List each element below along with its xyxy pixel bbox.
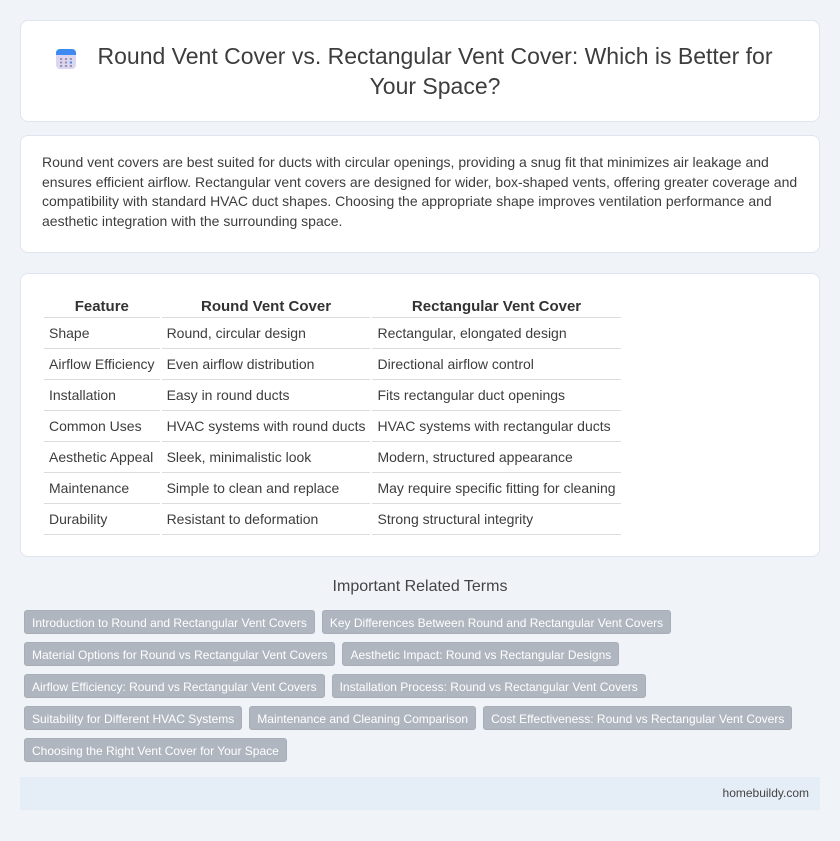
related-term-tag[interactable]: Installation Process: Round vs Rectangular Vent Covers xyxy=(332,674,646,698)
related-term-tag[interactable]: Aesthetic Impact: Round vs Rectangular Designs xyxy=(342,642,619,666)
related-term-tag[interactable]: Airflow Efficiency: Round vs Rectangular Vent Covers xyxy=(24,674,325,698)
column-header: Feature xyxy=(44,296,160,318)
table-header-row xyxy=(44,296,621,318)
table-row xyxy=(44,411,621,442)
table-cell: Resistant to deformation xyxy=(162,504,371,535)
table-cell: Installation xyxy=(44,380,160,411)
related-terms-title: Important Related Terms xyxy=(332,578,508,595)
table-cell: Shape xyxy=(44,318,160,349)
table-cell: Round, circular design xyxy=(162,318,371,349)
related-term-tag[interactable]: Choosing the Right Vent Cover for Your Space xyxy=(24,738,287,762)
calendar-icon xyxy=(55,48,77,70)
table-cell: Durability xyxy=(44,504,160,535)
table-cell: May require specific fitting for cleaning xyxy=(372,473,620,504)
table-cell: Sleek, minimalistic look xyxy=(162,442,371,473)
related-term-tag[interactable]: Cost Effectiveness: Round vs Rectangular Vent Covers xyxy=(483,706,792,730)
table-cell: Strong structural integrity xyxy=(372,504,620,535)
table-row xyxy=(44,380,621,411)
table-cell: Fits rectangular duct openings xyxy=(372,380,620,411)
comparison-table xyxy=(42,296,623,535)
table-row xyxy=(44,349,621,380)
table-cell: HVAC systems with round ducts xyxy=(162,411,371,442)
table-cell: Directional airflow control xyxy=(372,349,620,380)
table-cell: Aesthetic Appeal xyxy=(44,442,160,473)
related-term-tag[interactable]: Key Differences Between Round and Rectangular Vent Covers xyxy=(322,610,671,634)
table-cell: Airflow Efficiency xyxy=(44,349,160,380)
table-row xyxy=(44,473,621,504)
related-term-tag[interactable]: Material Options for Round vs Rectangular Vent Covers xyxy=(24,642,335,666)
footer-site-link[interactable]: homebuildy.com xyxy=(722,786,809,800)
table-row xyxy=(44,442,621,473)
table-cell: HVAC systems with rectangular ducts xyxy=(372,411,620,442)
related-term-tag[interactable]: Maintenance and Cleaning Comparison xyxy=(249,706,476,730)
related-term-tag[interactable]: Introduction to Round and Rectangular Vent Covers xyxy=(24,610,315,634)
table-cell: Easy in round ducts xyxy=(162,380,371,411)
title-card xyxy=(20,20,820,122)
table-cell: Even airflow distribution xyxy=(162,349,371,380)
summary-card xyxy=(20,135,820,253)
page-title: Round Vent Cover vs. Rectangular Vent Cover: Which is Better for Your Space? xyxy=(97,43,773,99)
table-cell: Simple to clean and replace xyxy=(162,473,371,504)
related-term-tag[interactable]: Suitability for Different HVAC Systems xyxy=(24,706,242,730)
summary-text: Round vent covers are best suited for ducts with circular openings, providing a snug fit that minimizes air leakage and ensures efficient airflow. Rectangular vent covers are designed for wider, box-shaped vents, offering greater coverage and compatibility with standard HVAC duct shapes. Choosing the appropriate shape improves ventilation performance and aesthetic integration with the surrounding space. xyxy=(42,154,798,229)
table-row xyxy=(44,504,621,535)
table-cell: Maintenance xyxy=(44,473,160,504)
table-cell: Rectangular, elongated design xyxy=(372,318,620,349)
footer xyxy=(20,777,820,810)
related-terms-list xyxy=(24,610,814,762)
comparison-card xyxy=(20,273,820,557)
table-cell: Common Uses xyxy=(44,411,160,442)
column-header: Round Vent Cover xyxy=(162,296,371,318)
column-header: Rectangular Vent Cover xyxy=(372,296,620,318)
table-cell: Modern, structured appearance xyxy=(372,442,620,473)
table-row xyxy=(44,318,621,349)
